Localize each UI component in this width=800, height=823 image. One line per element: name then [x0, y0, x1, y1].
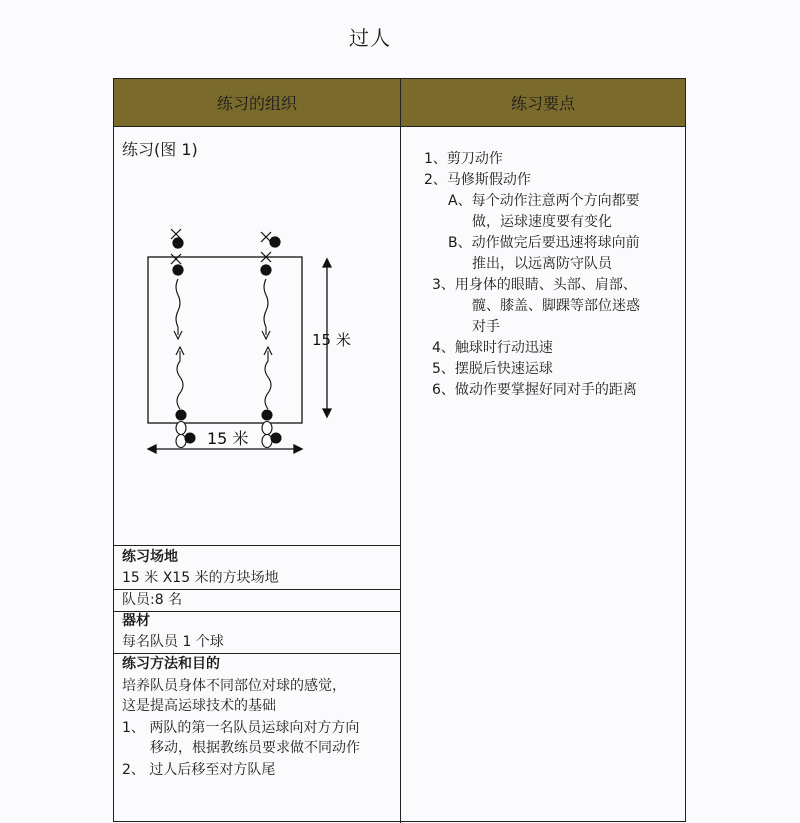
- dribble-paths: [174, 279, 272, 409]
- method-line1: 培养队员身体不同部位对球的感觉，: [122, 678, 346, 694]
- drill-table: [113, 78, 686, 822]
- method-heading: 练习方法和目的: [122, 656, 220, 672]
- top-left-group: [171, 229, 183, 275]
- key-point: 对手: [472, 319, 500, 335]
- key-point: 3、用身体的眼睛、头部、肩部、: [432, 277, 637, 293]
- key-point: 4、触球时行动迅速: [432, 340, 553, 356]
- field-square: [148, 257, 302, 423]
- key-point: 2、马修斯假动作: [424, 172, 531, 188]
- key-point: A、每个动作注意两个方向都要: [448, 193, 640, 209]
- method-step1a: 1、 两队的第一名队员运球向对方方向: [122, 720, 360, 736]
- horizontal-dimension-label: 15 米: [207, 429, 249, 448]
- field-heading: 练习场地: [122, 549, 178, 565]
- drill-diagram: [134, 219, 374, 459]
- method-line2: 这是提高运球技术的基础: [122, 698, 276, 714]
- key-point: 推出，以远离防守队员: [472, 256, 612, 272]
- page-title: 过人: [349, 26, 391, 50]
- key-point: 1、剪刀动作: [424, 151, 503, 167]
- field-text: 15 米 X15 米的方块场地: [122, 570, 279, 586]
- header-key-points: 练习要点: [401, 79, 685, 127]
- method-step2: 2、 过人后移至对方队尾: [122, 762, 276, 778]
- key-point: 做，运球速度要有变化: [472, 214, 612, 230]
- key-point: 6、做动作要掌握好同对手的距离: [432, 382, 637, 398]
- equipment-heading: 器材: [122, 613, 150, 629]
- key-point: B、动作做完后要迅速将球向前: [448, 235, 640, 251]
- divider-equipment: [114, 611, 400, 612]
- equipment-text: 每名队员 1 个球: [122, 634, 224, 650]
- method-step1b: 移动，根据教练员要求做不同动作: [150, 740, 360, 756]
- players-text: 队员:8 名: [122, 592, 183, 608]
- bottom-right-group: [262, 410, 281, 448]
- vertical-dimension-label: 15 米: [312, 331, 351, 349]
- column-divider: [400, 79, 401, 823]
- top-right-group: [261, 232, 280, 275]
- figure-label: 练习(图 1): [122, 140, 198, 159]
- header-organization: 练习的组织: [114, 79, 400, 127]
- key-point: 5、摆脱后快速运球: [432, 361, 553, 377]
- key-point: 髋、膝盖、脚踝等部位迷惑: [472, 298, 640, 314]
- divider-field: [114, 545, 400, 546]
- key-points-list: [406, 149, 640, 401]
- bottom-left-group: [176, 410, 195, 448]
